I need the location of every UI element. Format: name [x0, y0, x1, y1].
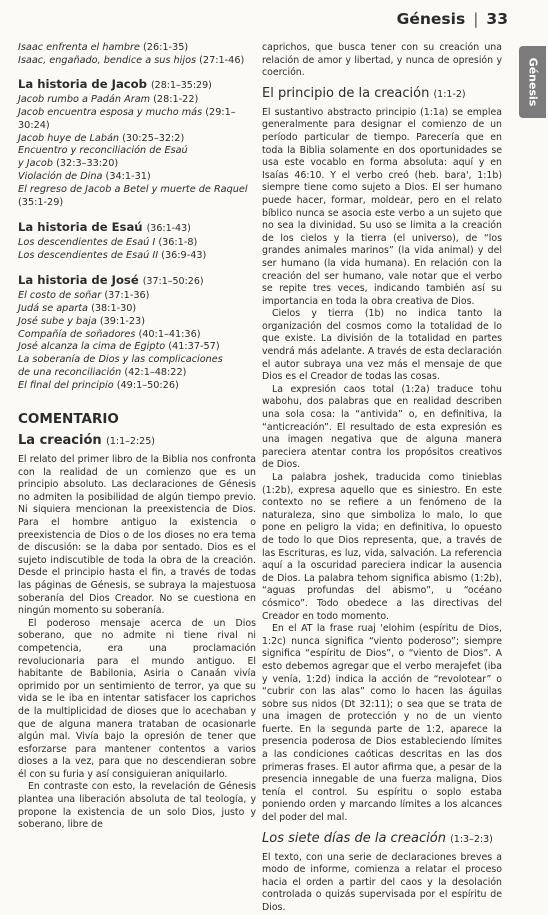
toc-item: El final del principio (49:1–50:26): [18, 380, 179, 392]
toc-item: Jacob encuentra esposa y mucho más (29:1–30:24): [18, 106, 236, 131]
toc-item: de una reconciliación (42:1–48:22): [18, 367, 187, 379]
toc-item: Isaac, engañado, bendice a sus hijos (27:1-46): [18, 54, 245, 66]
toc-item: Violación de Dina (34:1-31): [18, 171, 151, 183]
toc-item: Compañía de soñadores (40:1–41:36): [18, 328, 201, 340]
body-paragraph: El texto, con una serie de declaraciones breves a modo de informe, comienza a relatar el proceso hacia el orden a partir del caos y la desolación controlada o quizás supervisada por el espíritu de Dios.: [262, 851, 502, 913]
toc-item: Isaac enfrenta el hambre (26:1-35): [18, 42, 189, 53]
body-paragraph: El sustantivo abstracto principio (1:1a) se emplea generalmente para designar el comienzo de un período particular de tiempo. Parecería que en toda la Biblia solamente en dos oportunidades se usa este vocablo en forma absoluta: aquí y en Isaías 46:10. Y el verbo creó (heb. bara', 1:1b) siempre tiene como sujeto a Dios. El ser humano puede hacer, formar, moldear, pero en el relato bíblico nunca se asocia este verbo a un sujeto que no sea la divinidad. Su uso se limita a la creación de los cielos y la tierra (el universo), de “los grandes animales marinos” (la vida animal) y del ser humano (la vida humana). En relación con la creación del ser humano, vale notar que el verbo se repite tres veces, indicando también así su importancia en toda la obra creativa de Dios.: [262, 106, 502, 307]
right-column: [262, 42, 502, 915]
section-heading-principio: El principio de la creación (1:1-2): [262, 85, 466, 101]
toc-item: Jacob rumbo a Padán Aram (28:1-22): [18, 93, 199, 105]
header-separator: |: [473, 10, 479, 28]
comentario-heading: COMENTARIO: [18, 411, 119, 428]
toc-item: José sube y baja (39:1-23): [18, 315, 145, 327]
body-paragraph: El relato del primer libro de la Biblia nos confronta con la realidad de un comienzo que es un principio absoluto. Las declaraciones de Génesis no admiten la posibilidad de algún tiempo previo. Ni siquiera mencionan la preexistencia de Dios. Para el hombre antiguo la existencia o preexistencia de Dios o de los dioses no era tema de discusión: se la daba por sentado. Dios es el sujeto indiscutible de toda la obra de la creación. Desde el principio hasta el fin, a través de todas las páginas de Génesis, se subraya la majestuosa soberanía del Dios Creador. No se cuestiona en ningún momento su soberanía.: [18, 454, 256, 617]
toc-item: La soberanía de Dios y las complicaciones: [18, 354, 223, 366]
body-paragraph: La expresión caos total (1:2a) traduce tohu wabohu, dos palabras que en realidad describen una sola cosa: la “antivida” o, en definitiva, la “anticreación”. El resultado de esta expresión es una imagen negativa que de alguna manera pareciera atentar contra los propósitos creativos de Dios.: [262, 383, 502, 471]
section-heading-jose: La historia de José (37:1–50:26): [18, 272, 204, 287]
toc-item: Los descendientes de Esaú I (36:1-8): [18, 236, 198, 248]
toc-item: Jacob huye de Labán (30:25–32:2): [18, 132, 185, 144]
page-number: 33: [486, 10, 508, 28]
toc-item: El costo de soñar (37:1-36): [18, 289, 150, 301]
toc-item: y Jacob (32:3–33:20): [18, 158, 119, 170]
body-paragraph: Cielos y tierra (1b) no indica tanto la organización del cosmos como la totalidad de lo que existe. La división de la totalidad en partes vendrá más adelante. A través de esta declaración el autor subraya una vez más el mensaje de que Dios es el Creador de todas las cosas.: [262, 308, 502, 383]
book-thumb-tab: [519, 46, 546, 118]
toc-item: Encuentro y reconciliación de Esaú: [18, 145, 188, 157]
toc-item: Judá se aparta (38:1-30): [18, 302, 137, 314]
body-paragraph: En contraste con esto, la revelación de Génesis plantea una liberación absoluta de tal teología, y propone la existencia de un solo Dios, justo y soberano, libre de: [18, 781, 256, 831]
page-header: [397, 10, 508, 34]
body-paragraph: caprichos, que busca tener con su creación una relación de amor y libertad, y nunca de opresión y coerción.: [262, 42, 502, 79]
body-paragraph: El poderoso mensaje acerca de un Dios soberano, que no admite ni tiene rival ni competencia, era una proclamación revolucionaria para el mundo antiguo. El habitante de Babilonia, Asiria o Canaán vivía oprimido por un sentimiento de terror, ya que su vida se le iba en intentar satisfacer los caprichos de la multiplicidad de dioses que lo acechaban y que de alguna manera trataban de ocasionarle algún mal. Vivía bajo la opresión de tener que esforzarse para mantener contentos a varios dioses a la vez, para que no descendieran sobre él con su furia y así consiguieran aniquilarlo.: [18, 617, 256, 780]
body-paragraph: La palabra joshek, traducida como tinieblas (1:2b), expresa aquello que es siniestro. En este contexto no se refiere a un fenómeno de la naturaleza, sino que simboliza lo malo, lo que pone en peligro la vida; en definitiva, lo opuesto de todo lo que Dios representa, que, a través de las Escrituras, es luz, vida, salvación. La referencia aquí a la oscuridad pareciera indicar la ausencia de Dios. La palabra tehom significa abismo (1:2b), “aguas profundas del abismo”, u “océano cósmico”. Todo obedece a las directivas del Creador en todo momento.: [262, 472, 502, 622]
section-heading-siete-dias: Los siete días de la creación (1:3–2:3): [262, 830, 493, 846]
toc-item: José alcanza la cima de Egipto (41:37-57): [18, 341, 220, 353]
body-paragraph: En el AT la frase ruaj 'elohim (espíritu de Dios, 1:2c) nunca significa “viento poderoso”; siempre significa “espíritu de Dios”, o “viento de Dios”. A esto debemos agregar que el verbo merajefet (iba y venía, 1:2d) indica la acción de “revolotear” o “cubrir con las alas” como lo hacen las águilas sobre sus nidos (Dt 32:11); o sea que se trata de una imagen de protección y no de un viento fuerte. En la segunda parte de 1:2, aparece la presencia poderosa de Dios estableciendo límites a las condiciones caóticas descritas en las dos primeras frases. El autor afirma que, a pesar de la presencia innegable de una fuerza maligna, Dios tenía el control. Su espíritu o soplo estaba poniendo orden y marcando límites a los alcances del poder del mal.: [262, 623, 502, 824]
toc-item: Los descendientes de Esaú II (36:9-43): [18, 249, 207, 261]
tab-label: Génesis: [526, 57, 539, 107]
section-heading-esau: La historia de Esaú (36:1-43): [18, 219, 191, 234]
left-column: [18, 42, 256, 832]
section-heading-jacob: La historia de Jacob (28:1–35:29): [18, 76, 212, 91]
toc-item: El regreso de Jacob a Betel y muerte de Raquel (35:1-29): [18, 184, 248, 209]
section-heading-creacion: La creación (1:1–2:25): [18, 433, 155, 449]
running-title: Génesis: [396, 10, 466, 28]
